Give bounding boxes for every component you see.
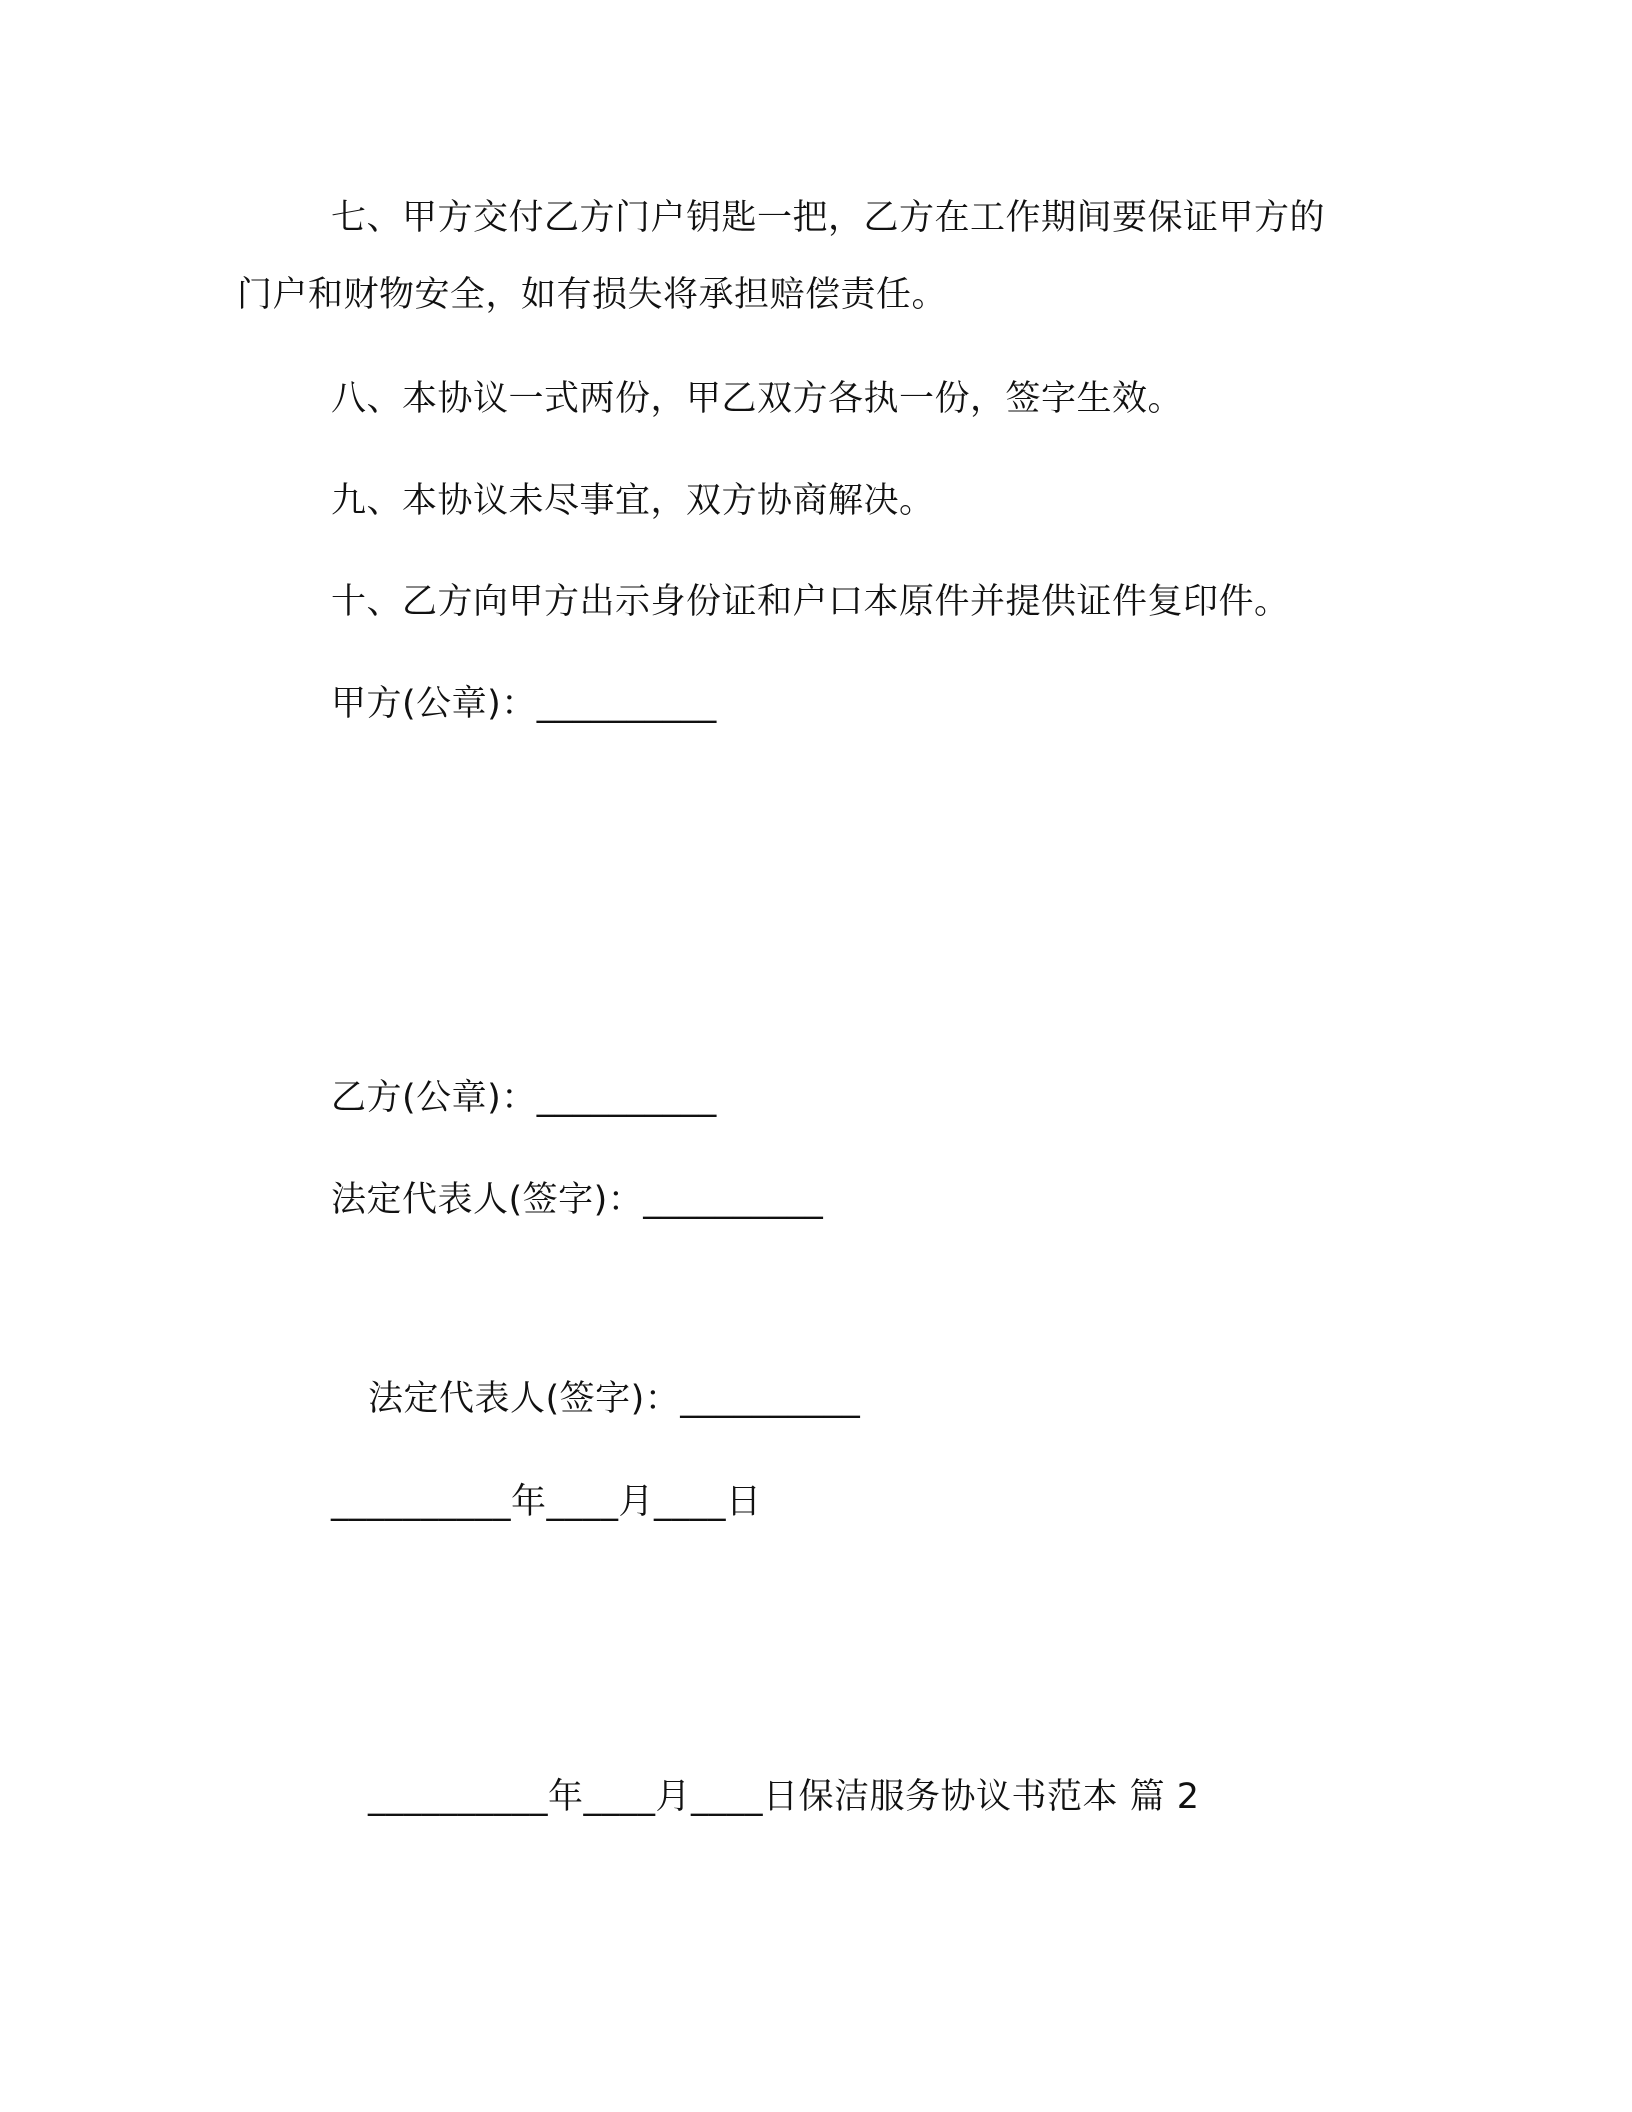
clause-8: 八、本协议一式两份，甲乙双方各执一份，签字生效。	[331, 379, 1184, 419]
clause-7-line-1: 七、甲方交付乙方门户钥匙一把，乙方在工作期间要保证甲方的	[331, 198, 1326, 238]
clause-10: 十、乙方向甲方出示身份证和户口本原件并提供证件复印件。	[331, 582, 1290, 622]
date-line: __________年____月____日	[331, 1482, 762, 1522]
party-a-seal-field: 甲方(公章)：__________	[331, 684, 717, 724]
clause-9: 九、本协议未尽事宜，双方协商解决。	[331, 481, 935, 521]
clause-7-line-2: 门户和财物安全，如有损失将承担赔偿责任。	[237, 275, 948, 315]
party-b-seal-field: 乙方(公章)：__________	[331, 1078, 717, 1118]
next-section-title: __________年____月____日保洁服务协议书范本 篇 2	[368, 1777, 1200, 1817]
legal-representative-signature-2: 法定代表人(签字)：__________	[368, 1379, 861, 1419]
legal-representative-signature-1: 法定代表人(签字)：__________	[331, 1180, 824, 1220]
